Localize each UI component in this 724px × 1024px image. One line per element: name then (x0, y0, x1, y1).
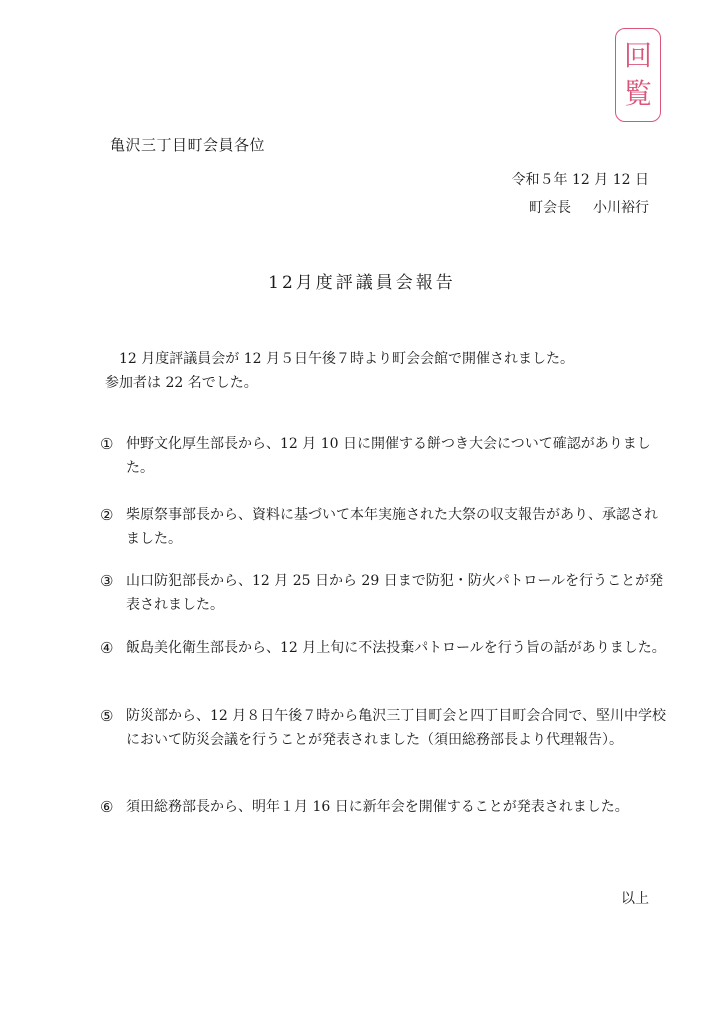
item-text: 柴原祭事部長から、資料に基づいて本年実施された大祭の収支報告があり、承認されました。 (126, 507, 658, 547)
item-number: ③ (100, 572, 114, 590)
document-meta (512, 166, 649, 222)
intro-line-2: 参加者は 22 名でした。 (105, 375, 258, 391)
report-item-5 (100, 704, 670, 752)
stamp-char-2: 覧 (623, 77, 652, 110)
report-item-1 (100, 432, 670, 480)
document-title: 12月度評議員会報告 (268, 273, 456, 293)
report-item-4 (100, 636, 670, 660)
item-text: 飯島美化衛生部長から、12 月上旬に不法投棄パトロールを行う旨の話がありました。 (126, 640, 666, 656)
item-text: 須田総務部長から、明年１月 16 日に新年会を開催することが発表されました。 (126, 799, 629, 815)
item-text: 防災部から、12 月８日午後７時から亀沢三丁目町会と四丁目町会合同で、堅川中学校において防災会議を行うことが発表されました（須田総務部長より代理報告）。 (126, 708, 666, 748)
addressee: 亀沢三丁目町会員各位 (110, 136, 266, 154)
item-number: ⑥ (100, 798, 114, 816)
item-number: ④ (100, 639, 114, 657)
author-line (512, 194, 649, 222)
report-item-3 (100, 569, 670, 617)
item-text: 仲野文化厚生部長から、12 月 10 日に開催する餅つき大会について確認がありました。 (126, 436, 651, 476)
item-number: ① (100, 435, 114, 453)
report-item-6 (100, 795, 670, 819)
intro-line-1: 12 月度評議員会が 12 月５日午後７時より町会会館で開催されました。 (119, 351, 574, 367)
report-item-2 (100, 503, 670, 551)
item-number: ② (100, 506, 114, 524)
stamp-char-1: 回 (623, 39, 652, 72)
author-name: 小川裕行 (593, 200, 649, 216)
circulation-stamp (615, 28, 661, 122)
item-text: 山口防犯部長から、12 月 25 日から 29 日まで防犯・防火パトロールを行うことが発表されました。 (126, 573, 664, 613)
document-date: 令和５年 12 月 12 日 (511, 172, 649, 188)
author-role: 町会長 (529, 200, 571, 216)
intro-paragraph (105, 347, 665, 395)
item-number: ⑤ (100, 707, 114, 725)
closing-mark: 以上 (621, 891, 649, 907)
